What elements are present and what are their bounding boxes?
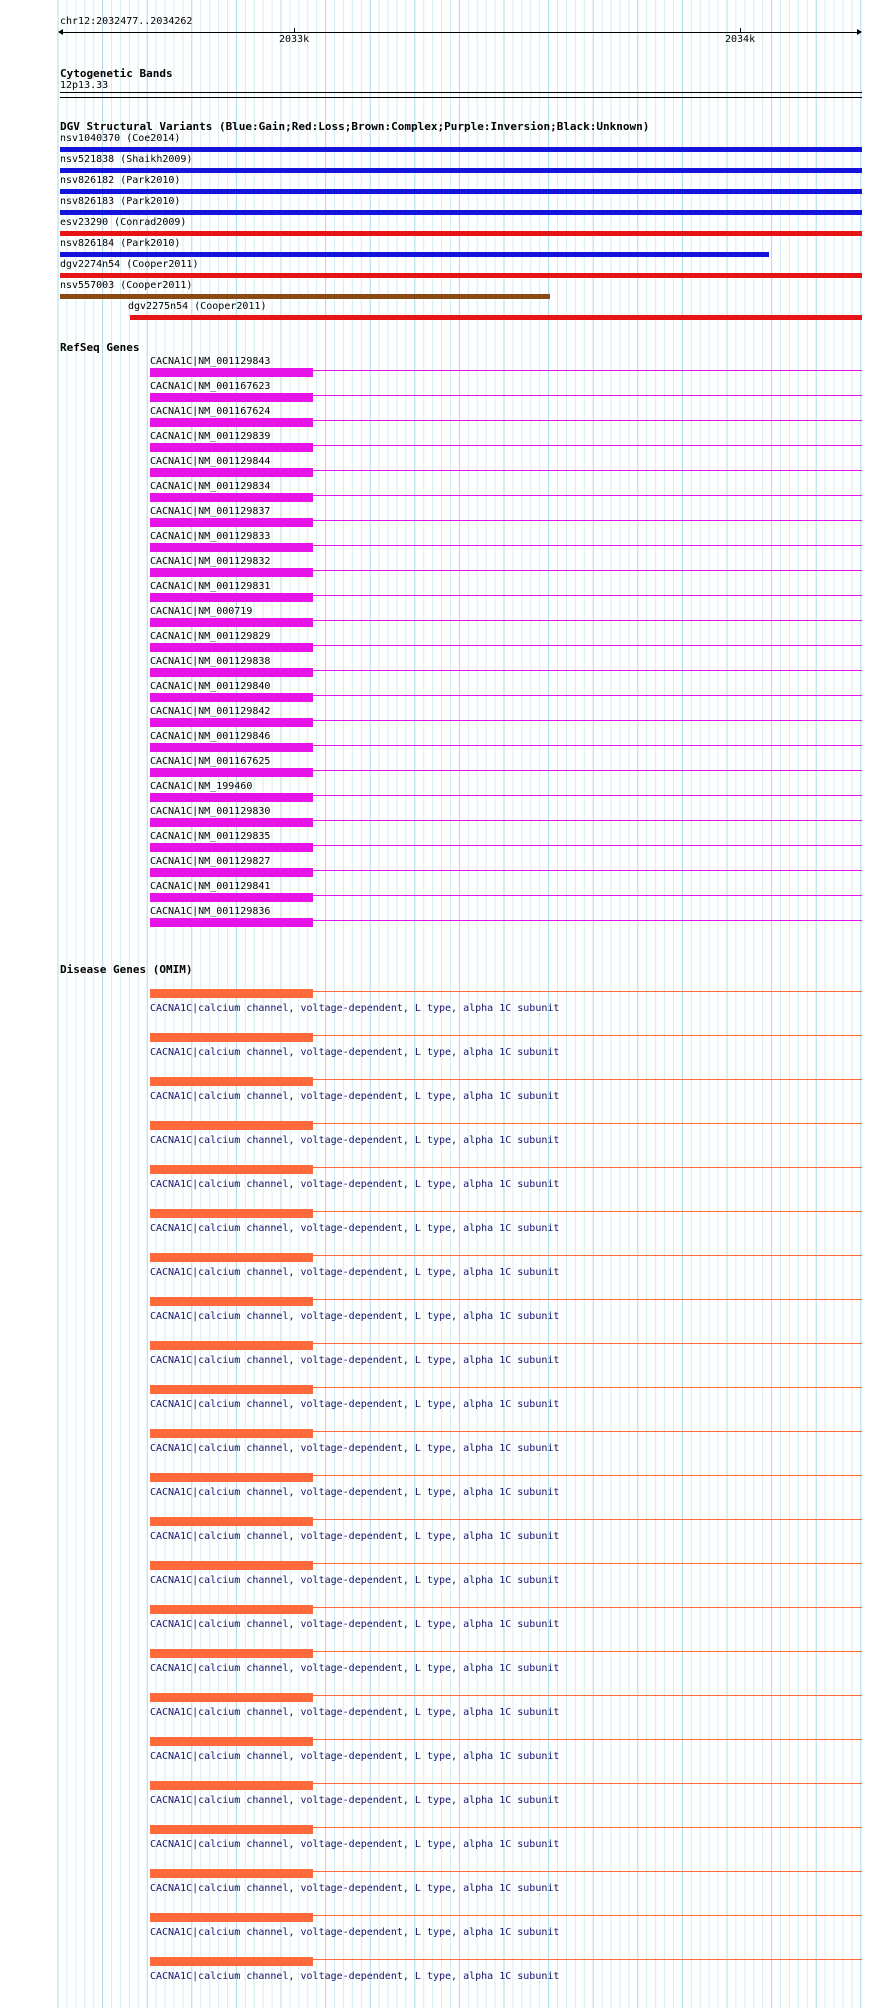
dgv-variant-label[interactable]: dgv2274n54 (Cooper2011) — [60, 259, 199, 270]
omim-gene-exon[interactable] — [150, 1429, 313, 1438]
omim-gene-label[interactable]: CACNA1C|calcium channel, voltage-dependent, L type, alpha 1C subunit — [150, 1003, 560, 1014]
refseq-gene-exon[interactable] — [150, 693, 313, 702]
omim-gene-exon[interactable] — [150, 1693, 313, 1702]
refseq-gene-intron-line[interactable] — [313, 645, 862, 646]
refseq-gene-label[interactable]: CACNA1C|NM_001129842 — [150, 706, 271, 717]
omim-gene-label[interactable]: CACNA1C|calcium channel, voltage-dependent, L type, alpha 1C subunit — [150, 1267, 560, 1278]
omim-gene-label[interactable]: CACNA1C|calcium channel, voltage-dependent, L type, alpha 1C subunit — [150, 1531, 560, 1542]
omim-gene-label[interactable]: CACNA1C|calcium channel, voltage-dependent, L type, alpha 1C subunit — [150, 1707, 560, 1718]
dgv-variant-bar[interactable] — [60, 294, 550, 299]
omim-gene-exon[interactable] — [150, 1385, 313, 1394]
refseq-gene-exon[interactable] — [150, 618, 313, 627]
refseq-gene-label[interactable]: CACNA1C|NM_001129829 — [150, 631, 271, 642]
omim-gene-label[interactable]: CACNA1C|calcium channel, voltage-dependent, L type, alpha 1C subunit — [150, 1619, 560, 1630]
refseq-gene-intron-line[interactable] — [313, 445, 862, 446]
refseq-gene-label[interactable]: CACNA1C|NM_001129839 — [150, 431, 271, 442]
refseq-gene-exon[interactable] — [150, 643, 313, 652]
refseq-gene-label[interactable]: CACNA1C|NM_001129843 — [150, 356, 271, 367]
ruler-tick-label: 2033k — [279, 34, 310, 45]
omim-gene-label[interactable]: CACNA1C|calcium channel, voltage-dependent, L type, alpha 1C subunit — [150, 1179, 560, 1190]
refseq-gene-exon[interactable] — [150, 843, 313, 852]
dgv-variant-label[interactable]: esv23290 (Conrad2009) — [60, 217, 187, 228]
omim-gene-exon[interactable] — [150, 1605, 313, 1614]
omim-gene-label[interactable]: CACNA1C|calcium channel, voltage-dependent, L type, alpha 1C subunit — [150, 1355, 560, 1366]
refseq-gene-label[interactable]: CACNA1C|NM_199460 — [150, 781, 253, 792]
omim-gene-line[interactable] — [313, 1255, 862, 1256]
omim-gene-exon[interactable] — [150, 1077, 313, 1086]
refseq-gene-intron-line[interactable] — [313, 395, 862, 396]
refseq-gene-intron-line[interactable] — [313, 670, 862, 671]
refseq-gene-exon[interactable] — [150, 918, 313, 927]
refseq-gene-label[interactable]: CACNA1C|NM_001129832 — [150, 556, 271, 567]
dgv-variant-bar[interactable] — [60, 231, 862, 236]
omim-gene-exon[interactable] — [150, 1825, 313, 1834]
refseq-gene-intron-line[interactable] — [313, 495, 862, 496]
refseq-gene-intron-line[interactable] — [313, 795, 862, 796]
ruler-tick-label: 2034k — [725, 34, 756, 45]
omim-gene-label[interactable]: CACNA1C|calcium channel, voltage-dependent, L type, alpha 1C subunit — [150, 1971, 560, 1982]
refseq-gene-label[interactable]: CACNA1C|NM_001129844 — [150, 456, 271, 467]
refseq-gene-label[interactable]: CACNA1C|NM_001129830 — [150, 806, 271, 817]
refseq-gene-intron-line[interactable] — [313, 595, 862, 596]
refseq-gene-label[interactable]: CACNA1C|NM_001129834 — [150, 481, 271, 492]
omim-gene-line[interactable] — [313, 1123, 862, 1124]
omim-gene-line[interactable] — [313, 1387, 862, 1388]
cytoband-label[interactable]: 12p13.33 — [60, 80, 109, 91]
omim-gene-label[interactable]: CACNA1C|calcium channel, voltage-dependent, L type, alpha 1C subunit — [150, 1311, 560, 1322]
dgv-variant-label[interactable]: nsv521838 (Shaikh2009) — [60, 154, 193, 165]
omim-gene-label[interactable]: CACNA1C|calcium channel, voltage-dependent, L type, alpha 1C subunit — [150, 1091, 560, 1102]
refseq-gene-intron-line[interactable] — [313, 720, 862, 721]
omim-gene-label[interactable]: CACNA1C|calcium channel, voltage-dependent, L type, alpha 1C subunit — [150, 1399, 560, 1410]
refseq-gene-exon[interactable] — [150, 418, 313, 427]
omim-gene-exon[interactable] — [150, 1297, 313, 1306]
dgv-variant-bar[interactable] — [60, 189, 862, 194]
refseq-gene-exon[interactable] — [150, 468, 313, 477]
omim-gene-line[interactable] — [313, 1651, 862, 1652]
refseq-gene-label[interactable]: CACNA1C|NM_001129835 — [150, 831, 271, 842]
refseq-gene-exon[interactable] — [150, 818, 313, 827]
refseq-gene-label[interactable]: CACNA1C|NM_001129838 — [150, 656, 271, 667]
omim-gene-exon[interactable] — [150, 1253, 313, 1262]
dgv-variant-bar[interactable] — [60, 168, 862, 173]
refseq-gene-intron-line[interactable] — [313, 845, 862, 846]
omim-gene-line[interactable] — [313, 1035, 862, 1036]
refseq-gene-exon[interactable] — [150, 393, 313, 402]
ruler-tick-mark — [294, 28, 295, 33]
dgv-variant-bar[interactable] — [60, 147, 862, 152]
refseq-gene-label[interactable]: CACNA1C|NM_001129837 — [150, 506, 271, 517]
refseq-gene-exon[interactable] — [150, 443, 313, 452]
dgv-variant-label[interactable]: nsv1040370 (Coe2014) — [60, 133, 181, 144]
ruler-left-arrow-icon[interactable] — [58, 29, 63, 35]
dgv-variant-label[interactable]: nsv826184 (Park2010) — [60, 238, 181, 249]
ruler-tick-mark — [740, 28, 741, 33]
omim-gene-line[interactable] — [313, 1959, 862, 1960]
omim-gene-line[interactable] — [313, 1299, 862, 1300]
omim-gene-label[interactable]: CACNA1C|calcium channel, voltage-dependent, L type, alpha 1C subunit — [150, 1223, 560, 1234]
omim-gene-line[interactable] — [313, 1739, 862, 1740]
cytoband-band-bottom[interactable] — [60, 97, 862, 98]
refseq-gene-intron-line[interactable] — [313, 620, 862, 621]
omim-gene-line[interactable] — [313, 991, 862, 992]
refseq-gene-intron-line[interactable] — [313, 570, 862, 571]
omim-gene-exon[interactable] — [150, 989, 313, 998]
dgv-variant-bar[interactable] — [60, 210, 862, 215]
omim-gene-exon[interactable] — [150, 1781, 313, 1790]
omim-gene-exon[interactable] — [150, 1341, 313, 1350]
omim-gene-exon[interactable] — [150, 1869, 313, 1878]
refseq-gene-label[interactable]: CACNA1C|NM_001129827 — [150, 856, 271, 867]
omim-gene-exon[interactable] — [150, 1033, 313, 1042]
refseq-gene-label[interactable]: CACNA1C|NM_001129840 — [150, 681, 271, 692]
refseq-gene-intron-line[interactable] — [313, 695, 862, 696]
dgv-variant-bar[interactable] — [60, 252, 769, 257]
omim-gene-exon[interactable] — [150, 1473, 313, 1482]
omim-gene-exon[interactable] — [150, 1121, 313, 1130]
omim-gene-line[interactable] — [313, 1695, 862, 1696]
refseq-gene-exon[interactable] — [150, 543, 313, 552]
omim-gene-label[interactable]: CACNA1C|calcium channel, voltage-dependent, L type, alpha 1C subunit — [150, 1927, 560, 1938]
refseq-gene-intron-line[interactable] — [313, 770, 862, 771]
omim-gene-line[interactable] — [313, 1827, 862, 1828]
refseq-gene-label[interactable]: CACNA1C|NM_001167623 — [150, 381, 271, 392]
refseq-gene-label[interactable]: CACNA1C|NM_001129836 — [150, 906, 271, 917]
refseq-gene-intron-line[interactable] — [313, 920, 862, 921]
omim-gene-line[interactable] — [313, 1211, 862, 1212]
omim-gene-label[interactable]: CACNA1C|calcium channel, voltage-dependent, L type, alpha 1C subunit — [150, 1135, 560, 1146]
refseq-gene-intron-line[interactable] — [313, 820, 862, 821]
refseq-gene-intron-line[interactable] — [313, 895, 862, 896]
refseq-gene-exon[interactable] — [150, 718, 313, 727]
omim-gene-label[interactable]: CACNA1C|calcium channel, voltage-dependent, L type, alpha 1C subunit — [150, 1795, 560, 1806]
omim-gene-label[interactable]: CACNA1C|calcium channel, voltage-dependent, L type, alpha 1C subunit — [150, 1751, 560, 1762]
dgv-variant-bar[interactable] — [130, 315, 862, 320]
omim-gene-exon[interactable] — [150, 1649, 313, 1658]
refseq-gene-intron-line[interactable] — [313, 470, 862, 471]
omim-gene-label[interactable]: CACNA1C|calcium channel, voltage-dependent, L type, alpha 1C subunit — [150, 1575, 560, 1586]
omim-gene-exon[interactable] — [150, 1737, 313, 1746]
omim-gene-line[interactable] — [313, 1783, 862, 1784]
refseq-gene-exon[interactable] — [150, 768, 313, 777]
omim-gene-label[interactable]: CACNA1C|calcium channel, voltage-dependent, L type, alpha 1C subunit — [150, 1443, 560, 1454]
cytoband-track-title: Cytogenetic Bands — [60, 67, 173, 80]
refseq-gene-label[interactable]: CACNA1C|NM_000719 — [150, 606, 253, 617]
omim-gene-exon[interactable] — [150, 1165, 313, 1174]
omim-gene-label[interactable]: CACNA1C|calcium channel, voltage-dependent, L type, alpha 1C subunit — [150, 1663, 560, 1674]
refseq-gene-exon[interactable] — [150, 668, 313, 677]
omim-gene-line[interactable] — [313, 1475, 862, 1476]
dgv-variant-bar[interactable] — [60, 273, 862, 278]
refseq-gene-intron-line[interactable] — [313, 870, 862, 871]
refseq-gene-intron-line[interactable] — [313, 545, 862, 546]
refseq-gene-exon[interactable] — [150, 793, 313, 802]
omim-gene-label[interactable]: CACNA1C|calcium channel, voltage-dependent, L type, alpha 1C subunit — [150, 1487, 560, 1498]
omim-gene-exon[interactable] — [150, 1561, 313, 1570]
ruler-right-arrow-icon[interactable] — [857, 29, 862, 35]
refseq-gene-intron-line[interactable] — [313, 370, 862, 371]
omim-gene-label[interactable]: CACNA1C|calcium channel, voltage-dependent, L type, alpha 1C subunit — [150, 1839, 560, 1850]
dgv-track-title: DGV Structural Variants (Blue:Gain;Red:Loss;Brown:Complex;Purple:Inversion;Black:Unknown) — [60, 120, 650, 133]
omim-gene-label[interactable]: CACNA1C|calcium channel, voltage-dependent, L type, alpha 1C subunit — [150, 1047, 560, 1058]
omim-gene-exon[interactable] — [150, 1209, 313, 1218]
refseq-gene-label[interactable]: CACNA1C|NM_001167625 — [150, 756, 271, 767]
omim-gene-line[interactable] — [313, 1343, 862, 1344]
omim-gene-line[interactable] — [313, 1915, 862, 1916]
refseq-gene-exon[interactable] — [150, 593, 313, 602]
ruler-region-label: chr12:2032477..2034262 — [60, 16, 193, 27]
refseq-gene-exon[interactable] — [150, 368, 313, 377]
refseq-gene-exon[interactable] — [150, 893, 313, 902]
refseq-gene-exon[interactable] — [150, 568, 313, 577]
omim-gene-line[interactable] — [313, 1607, 862, 1608]
omim-gene-line[interactable] — [313, 1871, 862, 1872]
dgv-variant-label[interactable]: nsv826182 (Park2010) — [60, 175, 181, 186]
omim-gene-exon[interactable] — [150, 1517, 313, 1526]
refseq-gene-label[interactable]: CACNA1C|NM_001129833 — [150, 531, 271, 542]
omim-gene-line[interactable] — [313, 1519, 862, 1520]
omim-gene-label[interactable]: CACNA1C|calcium channel, voltage-dependent, L type, alpha 1C subunit — [150, 1883, 560, 1894]
refseq-gene-label[interactable]: CACNA1C|NM_001129831 — [150, 581, 271, 592]
dgv-variant-label[interactable]: nsv826183 (Park2010) — [60, 196, 181, 207]
refseq-gene-intron-line[interactable] — [313, 420, 862, 421]
refseq-gene-label[interactable]: CACNA1C|NM_001129846 — [150, 731, 271, 742]
omim-gene-line[interactable] — [313, 1431, 862, 1432]
refseq-gene-intron-line[interactable] — [313, 520, 862, 521]
refseq-gene-exon[interactable] — [150, 868, 313, 877]
omim-track-title: Disease Genes (OMIM) — [60, 963, 193, 976]
dgv-variant-label[interactable]: nsv557003 (Cooper2011) — [60, 280, 193, 291]
refseq-gene-exon[interactable] — [150, 493, 313, 502]
omim-gene-exon[interactable] — [150, 1913, 313, 1922]
omim-gene-line[interactable] — [313, 1563, 862, 1564]
refseq-gene-exon[interactable] — [150, 518, 313, 527]
omim-gene-line[interactable] — [313, 1079, 862, 1080]
refseq-gene-exon[interactable] — [150, 743, 313, 752]
refseq-gene-label[interactable]: CACNA1C|NM_001167624 — [150, 406, 271, 417]
refseq-gene-intron-line[interactable] — [313, 745, 862, 746]
omim-gene-line[interactable] — [313, 1167, 862, 1168]
refseq-gene-label[interactable]: CACNA1C|NM_001129841 — [150, 881, 271, 892]
dgv-variant-label[interactable]: dgv2275n54 (Cooper2011) — [128, 301, 267, 312]
refseq-track-title: RefSeq Genes — [60, 341, 140, 354]
cytoband-band-top[interactable] — [60, 92, 862, 93]
omim-gene-exon[interactable] — [150, 1957, 313, 1966]
